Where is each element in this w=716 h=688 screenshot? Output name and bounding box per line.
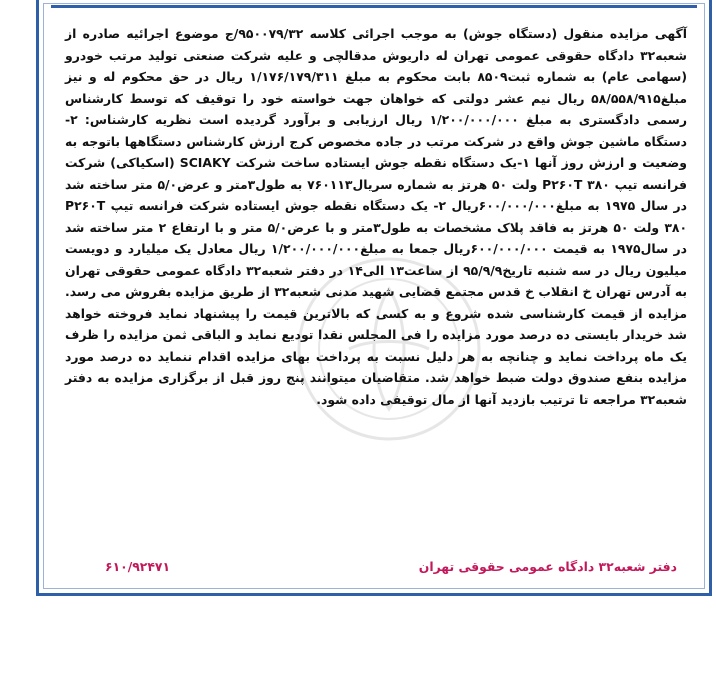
notice-frame — [36, 0, 712, 596]
notice-body — [65, 23, 687, 410]
top-rule-divider — [51, 5, 697, 8]
notice-text: آگهی مزایده منقول (دستگاه جوش) به موجب اجرائی کلاسه ۹۵۰۰۷۹/۳۲/ج موضوع اجرائیه صادره از شعبه۳۲ دادگاه حقوقی عمومی تهران له داریوش مدقالچی و علیه شرکت صنعتی تولید مرتب خودرو (سهامی عام) به شماره ثبت۸۵۰۹ بابت محکوم به مبلغ ۱/۱۷۶/۱۷۹/۳۱۱ ریال در حق محکوم له و نیز مبلغ۵۸/۵۵۸/۹۱۵ ریال نیم عشر دولتی که خواهان جهت خواسته خود را توقیف که توسط کارشناس رسمی دادگستری به مبلغ ۱/۲۰۰/۰۰۰/۰۰۰ ریال ارزیابی و برآورد گردیده است نظریه کارشناس: ۲-دستگاه ماشین جوش واقع در شرکت مرتب در جاده مخصوص کرج ارزش کارشناس دستگاهها باتوجه به وضعیت و ارزش روز آنها ۱-یک دستگاه نقطه جوش ایستاده ساخت شرکت SCIAKY (اسکیاکی) شرکت فرانسه تیپ P۲۶۰T ۳۸۰ ولت ۵۰ هرتز به شماره سریال۷۶۰۱۱۳ به طول۳متر و عرض۵/۰ متر ساخته شد در سال ۱۹۷۵ به مبلغ۶۰۰/۰۰۰/۰۰۰ریال ۲- یک دستگاه نقطه جوش ایستاده شرکت فرانسه تیپ P۲۶۰T ۳۸۰ ولت ۵۰ هرتز به فاقد پلاک مشخصات به طول۳متر و با عرض۵/۰ متر و با ارتفاع ۲ متر ساخته شد در سال۱۹۷۵ به قیمت ۶۰۰/۰۰۰/۰۰۰ریال جمعا به مبلغ۱/۲۰۰/۰۰۰/۰۰۰ ریال معادل یک میلیارد و دویست میلیون ریال در سه شنبه تاریخ۹۵/۹/۹ از ساعت۱۳ الی۱۴ در دفتر شعبه۳۲ دادگاه عمومی حقوقی تهران به آدرس تهران خ انقلاب خ قدس مجتمع قضایی شهید مدنی شعبه۳۲ از طریق مزایده بفروش می رسد. مزایده از قیمت کارشناسی شده شروع و به کسی که بالاترین قیمت را پیشنهاد نماید فروخته خواهد شد خریدار بایستی ده درصد مورد مزایده را فی المجلس نقدا تودیع نماید و الباقی ثمن مزایده را ظرف یک ماه پرداخت نماید و چنانچه به هر دلیل نسبت به پرداخت بهای مزایده اقدام ننماید ده درصد مورد مزایده بنفع صندوق دولت ضبط خواهد شد. متقاضیان میتوانند پنج روز قبل از برگزاری مزایده به دفتر شعبه۳۲ مراجعه تا ترتیب بازدید آنها از مال توقیفی داده شود. — [65, 26, 688, 407]
notice-footer — [65, 555, 687, 577]
notice-code: ۶۱۰/۹۲۴۷۱ — [105, 558, 171, 574]
issuer-signature: دفتر شعبه۳۲ دادگاه عمومی حقوقی تهران — [418, 558, 677, 574]
